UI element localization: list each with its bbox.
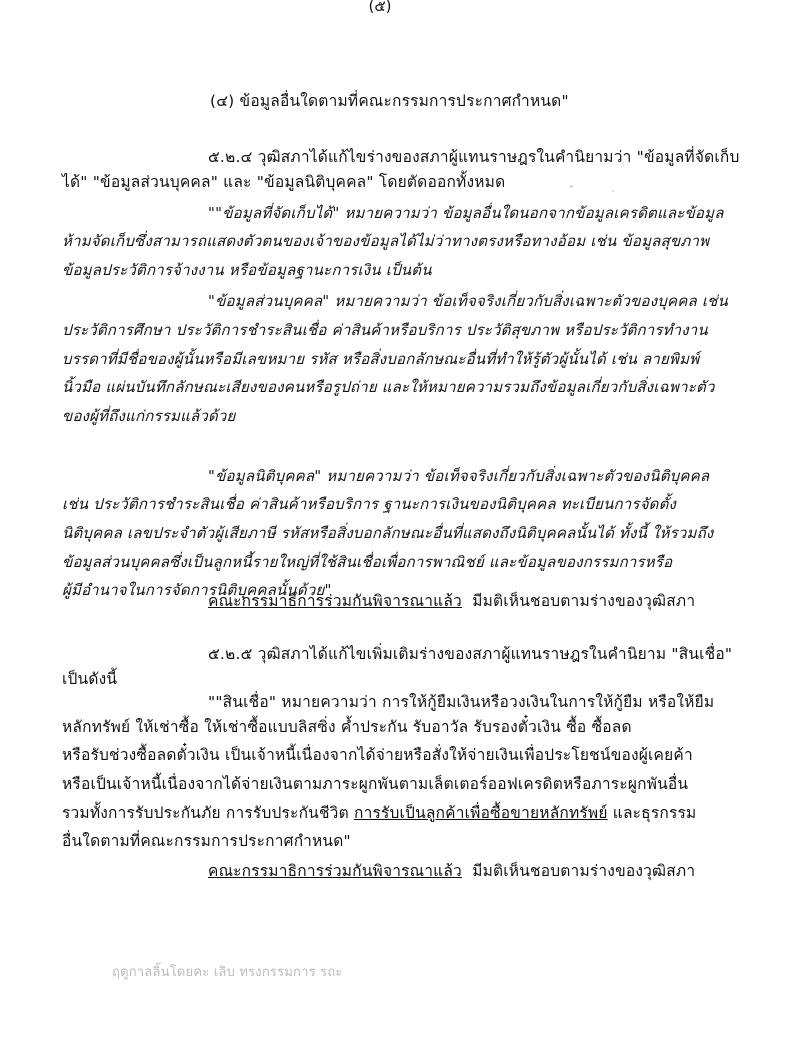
credit-text: และธุรกรรม bbox=[607, 804, 697, 822]
scan-speck bbox=[612, 190, 614, 192]
committee-resolution-5-2-4 bbox=[208, 590, 695, 612]
definition-juristic-data-line: เช่น ประวัติการชำระสินเชื่อ ค่าสินค้าหรือบริการ ฐานะการเงินของนิติบุคคล ทะเบียนการจัดตั้ง bbox=[62, 495, 677, 513]
definition-credit-line: หรือเป็นเจ้าหนี้เนื่องจากได้จ่ายเงินตามภาระผูกพันตามเล็ตเตอร์ออฟเครดิตหรือภาระผูกพันอื่น bbox=[62, 775, 689, 793]
definition-personal-data-line: บรรดาที่มีชื่อของผู้นั้นหรือมีเลขหมาย รหัส หรือสิ่งบอกลักษณะอื่นที่ทำให้รู้ตัวผู้นั้นได้ เช่น ลายพิมพ์ bbox=[62, 350, 700, 368]
faint-footer-text: ฤดูกาลลิ้นโดยคะ เลิบ ทรงกรรมการ รถะ bbox=[112, 965, 343, 980]
definition-credit-line: อื่นใดตามที่คณะกรรมการประกาศกำหนด" bbox=[62, 832, 351, 850]
definition-personal-data-line: นิ้วมือ แผ่นบันทึกลักษณะเสียงของคนหรือรูปถ่าย และให้หมายความรวมถึงข้อมูลเกี่ยวกับสิ่งเฉพาะตัว bbox=[62, 378, 715, 396]
committee-resolution-5-2-5 bbox=[208, 860, 695, 882]
committee-result: มีมติเห็นชอบตามร่างของวุฒิสภา bbox=[472, 862, 696, 880]
committee-result: มีมติเห็นชอบตามร่างของวุฒิสภา bbox=[472, 592, 696, 610]
committee-label: คณะกรรมาธิการร่วมกันพิจารณาแล้ว bbox=[208, 592, 462, 610]
definition-collectable-data-line: ห้ามจัดเก็บซึ่งสามารถแสดงตัวตนของเจ้าของข้อมูลได้ไม่ว่าทางตรงหรือทางอ้อม เช่น ข้อมูลสุขภาพ bbox=[62, 232, 710, 250]
section-5-2-4-line-2: ได้" "ข้อมูลส่วนบุคคล" และ "ข้อมูลนิติบุคคล" โดยตัดออกทั้งหมด bbox=[62, 173, 506, 191]
definition-juristic-data-line: นิติบุคคล เลขประจำตัวผู้เสียภาษี รหัสหรือสิ่งบอกลักษณะอื่นที่แสดงถึงนิติบุคคลนั้นได้ ทั้งนี้ ให้รวมถึง bbox=[62, 524, 714, 542]
definition-juristic-data-line: "ข้อมูลนิติบุคคล" หมายความว่า ข้อเท็จจริงเกี่ยวกับสิ่งเฉพาะตัวของนิติบุคคล bbox=[208, 467, 710, 485]
item-4-text: (๔) ข้อมูลอื่นใดตามที่คณะกรรมการประกาศกำหนด" bbox=[210, 92, 569, 110]
definition-personal-data-line: ประวัติการศึกษา ประวัติการชำระสินเชื่อ ค่าสินค้าหรือบริการ ประวัติสุขภาพ หรือประวัติการทำงาน bbox=[62, 321, 708, 339]
credit-text: รวมทั้งการรับประกันภัย การรับประกันชีวิต bbox=[62, 804, 354, 822]
definition-credit-line: หรือรับช่วงซื้อลดตั๋วเงิน เป็นเจ้าหนี้เนื่องจากได้จ่ายหรือสั่งให้จ่ายเงินเพื่อประโยชน์ของผู้เคยค้า bbox=[62, 746, 693, 764]
definition-credit-line: หลักทรัพย์ ให้เช่าซื้อ ให้เช่าซื้อแบบลิสซิ่ง ค้ำประกัน รับอาวัล รับรองตั๋วเงิน ซื้อ ซื้อลด bbox=[62, 718, 632, 736]
definition-credit-line bbox=[62, 802, 696, 824]
scan-speck bbox=[570, 185, 573, 188]
definition-juristic-data-line: ผู้มีอำนาจในการจัดการนิติบุคคลนั้นด้วย" bbox=[62, 581, 332, 599]
section-5-2-5-line-1: ๕.๒.๕ วุฒิสภาได้แก้ไขเพิ่มเติมร่างของสภาผู้แทนราษฎรในคำนิยาม "สินเชื่อ" bbox=[208, 645, 733, 663]
definition-personal-data-line: ของผู้ที่ถึงแก่กรรมแล้วด้วย bbox=[62, 407, 236, 425]
section-5-2-5-line-2: เป็นดังนี้ bbox=[62, 670, 118, 688]
credit-underlined-text: การรับเป็นลูกค้าเพื่อซื้อขายหลักทรัพย์ bbox=[353, 804, 608, 822]
section-5-2-4-line-1: ๕.๒.๔ วุฒิสภาได้แก้ไขร่างของสภาผู้แทนราษฎรในคำนิยามว่า "ข้อมูลที่จัดเก็บ bbox=[208, 148, 740, 166]
scan-speck bbox=[150, 845, 152, 847]
definition-collectable-data-line: ""ข้อมูลที่จัดเก็บได้" หมายความว่า ข้อมูลอื่นใดนอกจากข้อมูลเครดิตและข้อมูล bbox=[208, 204, 724, 222]
definition-juristic-data-line: ข้อมูลส่วนบุคคลซึ่งเป็นลูกหนี้รายใหญ่ที่ใช้สินเชื่อเพื่อการพาณิชย์ และข้อมูลของกรรมการหรือ bbox=[62, 553, 673, 571]
page-number: (๕) bbox=[368, 0, 392, 15]
definition-collectable-data-line: ข้อมูลประวัติการจ้างงาน หรือข้อมูลฐานะการเงิน เป็นต้น bbox=[62, 261, 432, 279]
definition-personal-data-line: "ข้อมูลส่วนบุคคล" หมายความว่า ข้อเท็จจริงเกี่ยวกับสิ่งเฉพาะตัวของบุคคล เช่น bbox=[208, 292, 729, 310]
definition-credit-line: ""สินเชื่อ" หมายความว่า การให้กู้ยืมเงินหรือวงเงินในการให้กู้ยืม หรือให้ยืม bbox=[208, 693, 715, 711]
committee-label: คณะกรรมาธิการร่วมกันพิจารณาแล้ว bbox=[208, 862, 462, 880]
